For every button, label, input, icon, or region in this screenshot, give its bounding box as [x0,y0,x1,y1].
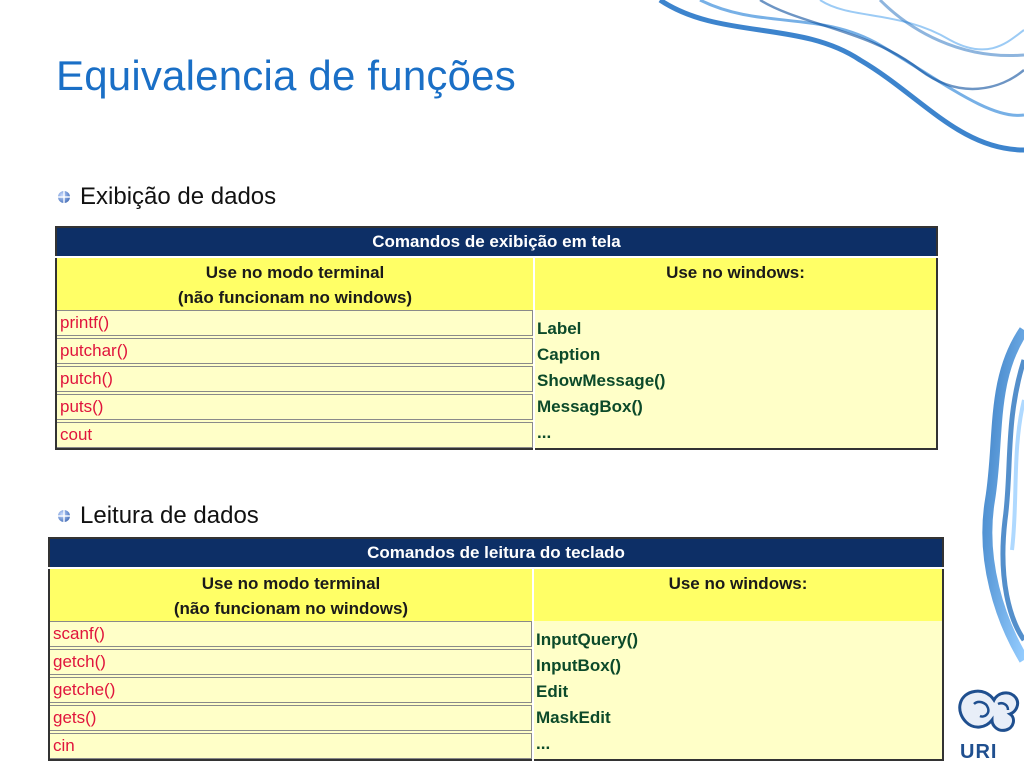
keyboard-commands-table [48,537,944,761]
windows-command: ... [536,734,551,753]
windows-command: ... [537,423,552,442]
terminal-commands [56,310,534,449]
header-terminal [56,257,534,310]
logo-emblem-icon [946,682,1022,744]
terminal-command: getch() [50,649,532,675]
bullet-icon [58,510,70,522]
terminal-command: putch() [57,366,533,392]
windows-command: InputBox() [536,656,621,675]
header-terminal-line1: Use no modo terminal [201,574,381,593]
header-terminal [49,568,533,621]
terminal-command: cin [50,733,532,759]
header-windows: Use no windows: [534,257,937,310]
header-terminal-line2: (não funcionam no windows) [177,288,413,307]
windows-command: MaskEdit [536,708,611,727]
terminal-command: getche() [50,677,532,703]
terminal-command: scanf() [50,621,532,647]
windows-command: Edit [536,682,569,701]
windows-command: MessagBox() [537,397,643,416]
uri-logo [946,682,1022,768]
windows-command: Caption [537,345,601,364]
windows-command: Label [537,319,582,338]
table-caption: Comandos de leitura do teclado [49,538,943,568]
bullet-icon [58,191,70,203]
terminal-command: cout [57,422,533,448]
bullet-label: Exibição de dados [80,183,277,210]
windows-commands [533,621,943,760]
terminal-command: puts() [57,394,533,420]
terminal-commands [49,621,533,760]
terminal-command: printf() [57,310,533,336]
slide-title: Equivalencia de funções [56,52,516,99]
terminal-command: putchar() [57,338,533,364]
display-commands-table [55,226,938,450]
table-caption: Comandos de exibição em tela [56,227,937,257]
bullet-display-data [58,183,276,211]
header-terminal-line2: (não funcionam no windows) [173,599,409,618]
windows-command: ShowMessage() [537,371,666,390]
bullet-label: Leitura de dados [80,502,259,529]
windows-command: InputQuery() [536,630,638,649]
header-terminal-line1: Use no modo terminal [205,263,385,282]
windows-commands [534,310,937,449]
header-windows: Use no windows: [533,568,943,621]
bullet-read-data [58,502,259,530]
logo-text: URI [960,741,998,763]
terminal-command: gets() [50,705,532,731]
